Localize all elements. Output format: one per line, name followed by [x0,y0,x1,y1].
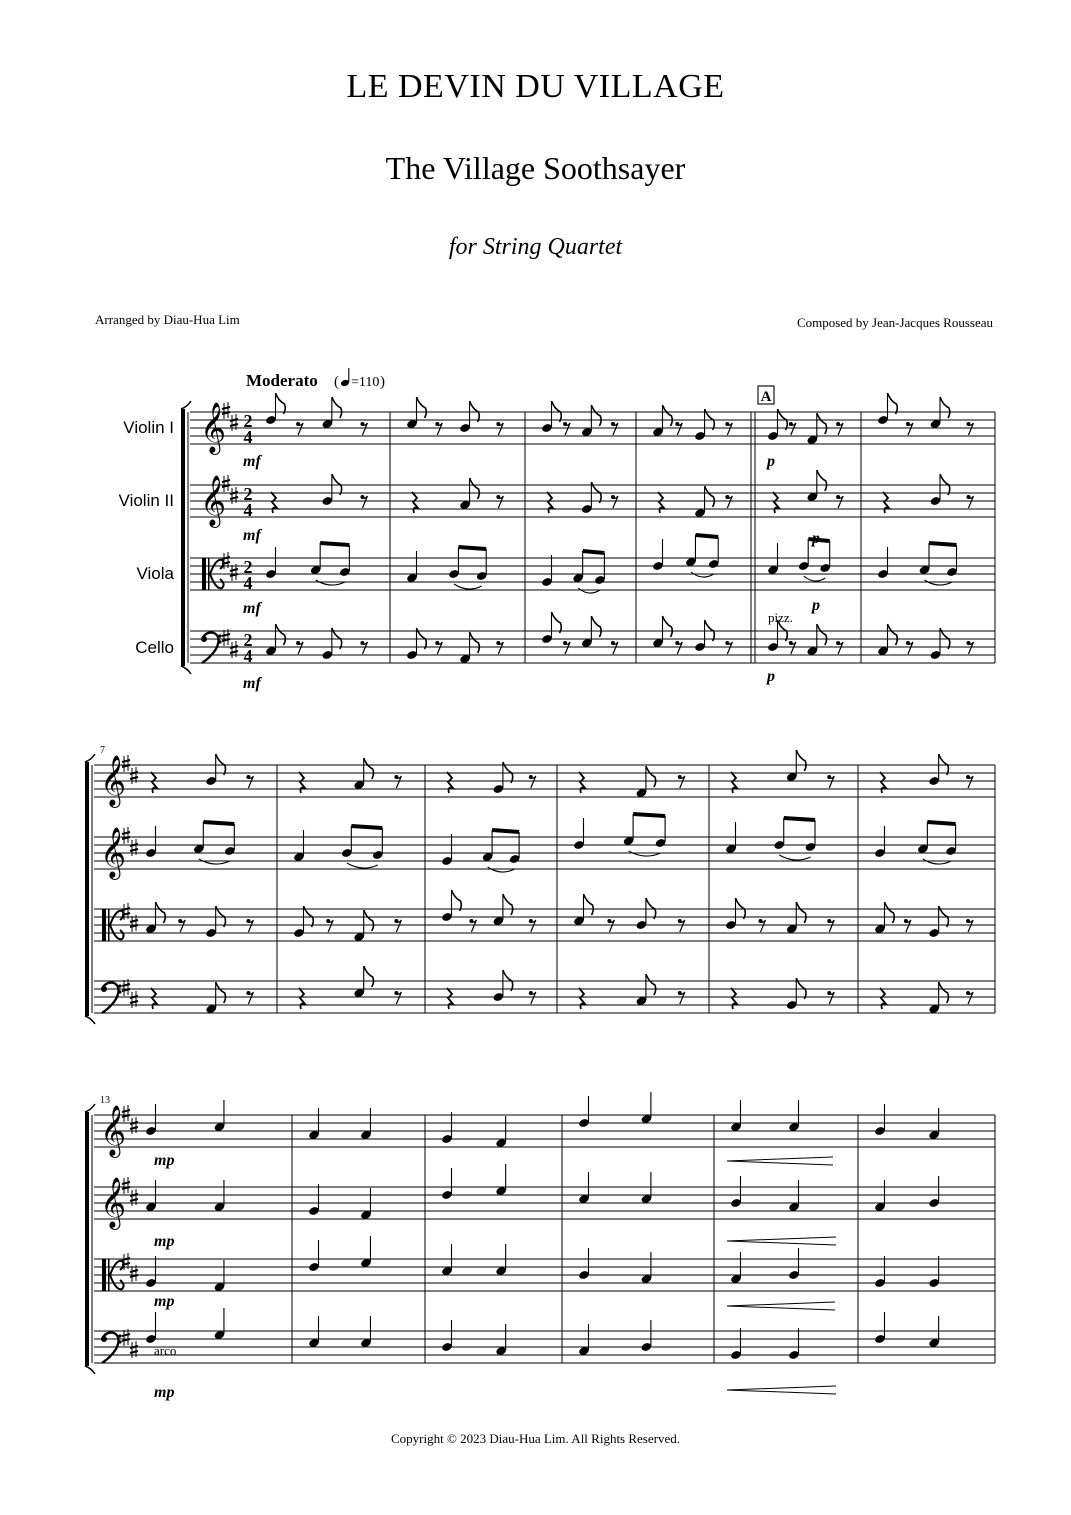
system-bracket [181,409,185,666]
alto-clef-icon [108,909,110,941]
bass-clef-icon [101,1336,107,1342]
beam [351,826,382,828]
note [773,818,785,850]
dynamic-mf-violin-1: mf [243,453,261,470]
dynamic-mp-cello: mp [154,1384,175,1401]
note [805,820,817,852]
note [874,1256,886,1288]
time-signature-bottom: 4 [243,500,253,520]
bass-clef-icon [118,984,121,987]
dynamic-p-viola: p [812,597,820,614]
note [874,1104,886,1136]
note [205,982,225,1014]
treble-clef-icon: 𝄞 [200,475,227,526]
note [406,551,418,583]
sharp-icon [230,564,238,581]
note [213,1260,225,1292]
note [730,1100,742,1132]
note [623,814,635,846]
pizz-marking: pizz. [768,610,793,625]
sharp-icon [130,915,138,932]
note [372,828,384,860]
note [928,982,948,1014]
note [730,1252,742,1284]
slur [691,572,714,577]
note [685,535,697,567]
note [786,902,806,934]
note [265,624,285,656]
quarter-rest [731,772,737,793]
slur [578,588,600,593]
note [786,750,806,782]
beam [492,830,519,832]
note [798,539,810,571]
note [652,405,672,437]
quarter-rest [658,492,664,513]
note [806,624,826,656]
instrument-label-violin-1: Violin I [123,418,174,437]
note [339,545,351,577]
alto-clef-icon [102,909,106,941]
tempo-paren-close: ) [380,374,385,390]
note [441,834,453,866]
note [919,543,931,575]
note [265,547,277,579]
treble-clef-icon: 𝄞 [100,1105,127,1156]
bass-clef-icon [118,1334,121,1337]
note [441,1112,453,1144]
beam [320,543,349,545]
note [213,1100,225,1132]
treble-clef-icon: 𝄞 [100,1177,127,1228]
treble-clef-icon: 𝄞 [200,402,227,453]
note [655,816,667,848]
note [788,1100,800,1132]
bracket-hook [181,401,191,409]
note [353,966,373,998]
note [730,1176,742,1208]
copyright-footer: Copyright © 2023 Diau-Hua Lim. All Rights Reserved. [391,1431,680,1446]
note [293,830,305,862]
slur [923,859,951,864]
time-signature-bottom: 4 [243,573,253,593]
beam [633,814,665,816]
barlines-layer [85,401,995,1374]
note [193,822,205,854]
note [145,1180,157,1212]
staff-lines-layer [94,412,995,1363]
dynamic-p-violin-2: p [812,530,820,547]
note [360,1108,372,1140]
note [353,758,373,790]
quarter-rest [579,988,585,1009]
quarter-rest [299,988,305,1009]
arco-marking: arco [154,1343,177,1358]
bracket-hook [85,1016,95,1024]
bracket-hook [85,1104,95,1112]
treble-clef-icon: 𝄞 [100,755,127,806]
tempo-value: =110 [351,375,380,390]
note [640,1092,652,1124]
note [224,824,236,856]
tempo-marking: Moderato [246,371,318,390]
score-text-layer [100,402,253,1230]
beam [929,543,957,545]
note [788,1328,800,1360]
measure-number-7: 7 [100,745,105,756]
note [694,486,714,518]
dynamic-mp-violin-2: mp [154,1233,175,1250]
note [806,470,826,502]
time-signature-bottom: 4 [243,427,253,447]
bracket-hook [85,1366,95,1374]
beam [695,535,718,537]
alto-clef-icon [108,1259,110,1291]
quarter-rest [151,772,157,793]
measure-number-13: 13 [100,1095,110,1106]
dynamic-mf-viola: mf [243,600,261,617]
note [635,974,655,1006]
quarter-rest [880,772,886,793]
note [573,894,593,926]
note [360,1316,372,1348]
alto-clef-icon [202,558,206,590]
note [360,1188,372,1220]
sharp-icon [222,629,230,646]
quarter-rest [412,492,418,513]
note [476,549,488,581]
quarter-rest [579,772,585,793]
arranger-credit: Arranged by Diau-Hua Lim [95,312,240,327]
score-title: LE DEVIN DU VILLAGE [346,68,725,105]
note [730,1328,742,1360]
note [145,1104,157,1136]
note [928,1176,940,1208]
time-signature-top: 2 [243,484,253,504]
note [640,1252,652,1284]
bass-clef-icon [201,636,207,642]
sharp-icon [122,1329,130,1346]
note [145,1312,157,1344]
dynamic-p-violin-1: p [767,453,775,470]
beam [583,551,605,553]
note [578,1172,590,1204]
slur [316,580,345,585]
dynamic-mf-violin-2: mf [243,527,261,544]
slur [454,584,482,589]
note [145,826,157,858]
note [708,537,720,569]
note [819,541,831,573]
time-signature-top: 2 [243,557,253,577]
slur [779,855,810,860]
quarter-rest [299,772,305,793]
note [874,1312,886,1344]
quarter-rest [151,988,157,1009]
note [213,1180,225,1212]
sharp-icon [130,1265,138,1282]
note [353,910,373,942]
quarter-rest [547,492,553,513]
slur [804,576,826,581]
note [308,1316,320,1348]
beam [458,547,486,549]
quarter-rest [880,988,886,1009]
instrument-label-cello: Cello [135,638,174,657]
note [806,413,826,445]
alto-clef-icon [208,558,210,590]
note [652,539,664,571]
quarter-rest [731,988,737,1009]
bracket-hook [85,754,95,762]
slur [199,859,230,864]
note [441,1320,453,1352]
note [640,1172,652,1204]
composer-credit: Composed by Jean-Jacques Rousseau [796,315,993,330]
note [581,616,601,648]
beam [203,822,234,824]
note [946,545,958,577]
note [441,1168,453,1200]
note [945,824,957,856]
note [495,1324,507,1356]
note [635,766,655,798]
note [578,1096,590,1128]
note [640,1320,652,1352]
note [459,632,479,664]
beam [927,822,955,824]
note [360,1236,372,1268]
note [406,397,426,429]
slur [347,863,378,868]
note [581,405,601,437]
note [578,1324,590,1356]
quarter-rest [883,492,889,513]
note [930,397,950,429]
bass-clef-icon [118,1340,121,1343]
bass-clef-icon [101,986,107,992]
note [308,1240,320,1272]
score-subtitle: The Village Soothsayer [385,150,686,186]
note [308,1184,320,1216]
note [877,547,889,579]
note [788,1180,800,1212]
tempo-paren-open: ( [334,374,339,390]
note [578,1248,590,1280]
time-signature-top: 2 [243,411,253,431]
time-signature-bottom: 4 [243,646,253,666]
time-signature-top: 2 [243,630,253,650]
note [541,555,553,587]
bass-clef-icon [218,634,221,637]
system-bracket [85,1112,89,1366]
dynamic-p-cello: p [767,668,775,685]
quarter-rest [447,772,453,793]
dynamic-mp-viola: mp [154,1293,175,1310]
bass-clef-icon [118,990,121,993]
note [145,1256,157,1288]
note [321,397,341,429]
system-bracket [85,762,89,1016]
note [572,551,584,583]
note [874,902,894,934]
notes-layer [101,393,974,1363]
note [341,826,353,858]
note [652,616,672,648]
dynamic-mf-cello: mf [243,675,261,692]
note [145,902,165,934]
note [874,1180,886,1212]
note [928,1316,940,1348]
note [725,822,737,854]
dynamic-mp-violin-1: mp [154,1152,175,1169]
note [448,547,460,579]
sharp-icon [122,979,130,996]
note [573,818,585,850]
note [917,822,929,854]
bass-clef-icon [218,640,221,643]
slur [925,580,953,585]
note [482,830,494,862]
slur [488,867,515,872]
instrumentation-line: for String Quartet [448,234,623,260]
note [928,1256,940,1288]
quarter-rest [773,492,779,513]
note [495,1164,507,1196]
quarter-note-icon [340,368,350,387]
note [495,1244,507,1276]
note [495,1116,507,1148]
note [788,1248,800,1280]
note [308,1108,320,1140]
instrument-label-viola: Viola [136,564,174,583]
note [459,478,479,510]
note [874,826,886,858]
bracket-hook [181,666,191,674]
instrument-label-violin-2: Violin II [118,491,174,510]
note [441,1244,453,1276]
note [767,543,779,575]
slur [629,851,661,856]
note [928,1108,940,1140]
alto-clef-icon [102,1259,106,1291]
quarter-rest [271,492,277,513]
treble-clef-icon: 𝄞 [100,827,127,878]
beam [784,818,815,820]
note [310,543,322,575]
rehearsal-mark: A [760,389,772,405]
quarter-rest [447,988,453,1009]
note [877,624,897,656]
note [492,894,512,926]
note [213,1308,225,1340]
